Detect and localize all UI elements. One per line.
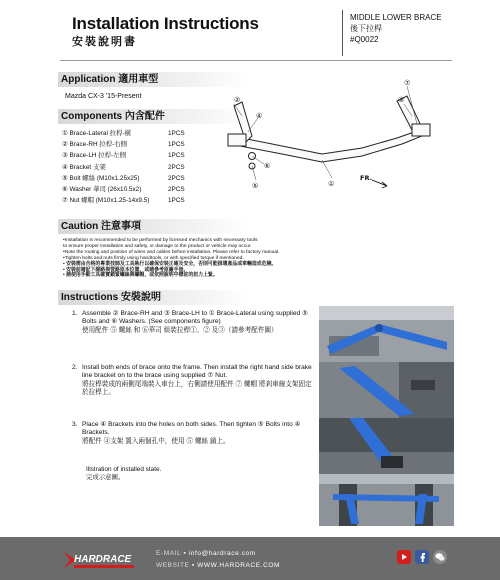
component-item: ⑦ Nut 螺帽 (M10x1.25-14x9.5) [62, 197, 150, 205]
callout-3: ③ [398, 96, 405, 104]
application-vehicle: Mazda CX-3 '15-Present [65, 93, 142, 100]
illustration-text-zh: 完成示意圖。 [86, 474, 125, 482]
component-item: ⑤ Bolt 螺絲 (M10x1.25x25) [62, 174, 140, 182]
illustration-caption [86, 466, 161, 483]
step-number: 3. [72, 421, 78, 428]
step-text: Assemble ② Brace-RH and ③ Brace-LH to ① Brace-Lateral using supplied ⑤ Bolts and ⑥ Washers. (See components figure) [82, 310, 308, 326]
email-separator-icon: ▪ [183, 550, 187, 557]
callout-2: ② [234, 96, 241, 104]
component-qty: 1PCS [168, 152, 185, 160]
callout-leader [322, 160, 332, 178]
callout-1: ① [328, 180, 335, 188]
instruction-step-2 [72, 364, 312, 398]
product-code: #Q0022 [350, 35, 379, 44]
front-label: FR. [360, 174, 373, 182]
installed-state-photo [319, 474, 454, 526]
component-item: ③ Brace-LH 拉桿-左側 [62, 152, 126, 160]
step-text: Place ④ Brackets into the holes on both sides. Then tighten ⑤ Bolts into ④ Brackets. [82, 421, 301, 437]
step-number: 1. [72, 310, 78, 317]
step-1-photo [319, 306, 454, 362]
component-qty: 1PCS [168, 197, 185, 205]
caution-line: to ensure proper installation and safety, or damage to the product or vehicle may occur. [63, 243, 252, 249]
callout-7: ⑦ [404, 79, 411, 87]
caution-line-zh: • 安裝前請記下線路與管路原本位置，或請參考原廠手冊。 [63, 267, 189, 273]
components-qty-list [168, 128, 185, 206]
website-separator-icon: ▪ [191, 562, 195, 569]
email-label: E-MAIL [156, 550, 182, 557]
brace-lateral-drawing [240, 131, 422, 162]
illustration-text: Illstration of installed state. [86, 466, 162, 473]
youtube-icon[interactable] [397, 550, 411, 564]
bracket-drawing [412, 124, 430, 136]
step-2-photo [319, 362, 454, 418]
component-item: ② Brace-RH 拉桿-右側 [62, 141, 128, 149]
header-rule [60, 60, 452, 61]
instructions-heading: Instructions 安裝說明 [58, 290, 248, 305]
caution-line-zh: • 安裝需由合格的專業技師及工具執行以確保安裝正確及安全，否則可能損壞產品或車輛造成危險。 [63, 261, 277, 267]
component-qty: 2PCS [168, 174, 185, 182]
callout-5: ⑤ [252, 182, 259, 190]
footer-website [156, 562, 280, 569]
application-heading: Application 適用車型 [58, 72, 248, 87]
hardrace-logo [56, 548, 142, 572]
component-qty: 2PCS [168, 186, 185, 194]
step-text-zh: 使用配件 ⑤ 螺絲 和 ⑥華司 組裝拉桿①、② 及③（請參考配件圖） [82, 326, 278, 334]
step-text: Install both ends of brace onto the frame. Then install the right hand side brake line bracket on to the brace using supplied ⑦ Nut. [82, 364, 312, 380]
caution-line: •Note the routing and position of wires and cables before installation. Please refer to factory manual. [63, 249, 280, 255]
product-name: MIDDLE LOWER BRACE [350, 13, 442, 22]
component-item: ④ Bracket 支架 [62, 163, 106, 171]
components-heading: Components 內含配件 [58, 109, 248, 124]
bracket-drawing [228, 134, 246, 146]
step-text-zh: 將拉桿裝成的兩側尾端裝入車台上，右側請使用配件 ⑦ 螺帽 將剎車線支架固定於拉桿上。 [82, 380, 312, 397]
email-link[interactable]: info@hardrace.com [188, 550, 256, 557]
step-number: 2. [72, 364, 78, 371]
footer-email [156, 550, 256, 557]
website-link[interactable]: WWW.HARDRACE.COM [197, 562, 281, 569]
callout-leader [252, 156, 264, 164]
wechat-icon[interactable] [433, 550, 447, 564]
product-name-zh: 後下拉桿 [350, 24, 382, 33]
callout-leader [248, 118, 258, 132]
instruction-step-3 [72, 421, 312, 446]
component-item: ⑥ Washer 華司 (26x10.5x2) [62, 186, 142, 194]
callout-6: ⑥ [264, 162, 271, 170]
caution-list [63, 238, 453, 279]
component-qty: 2PCS [168, 163, 185, 171]
document-header [0, 0, 500, 62]
caution-line: •Installation is recommended to be performed by licensed mechanics with necessary tools [63, 238, 258, 243]
component-item: ① Brace-Lateral 拉桿-橫 [62, 130, 131, 137]
document-title-zh: 安裝說明書 [72, 36, 137, 48]
instruction-step-1 [72, 310, 312, 335]
component-qty: 1PCS [168, 141, 185, 149]
front-arrow-icon [372, 180, 387, 188]
caution-line: •Tighten bolts and nuts firmly using handtools, or with specified torque if mentioned. [63, 255, 244, 261]
step-3-photo [319, 418, 454, 474]
product-info [350, 12, 442, 45]
caution-line-zh: • 請使用手動工具確實鎖緊螺絲與螺帽，或依照說明中標註的扭力上緊。 [63, 273, 218, 279]
components-diagram [212, 76, 458, 198]
component-qty: 1PCS [168, 130, 185, 137]
caution-heading: Caution 注意事項 [58, 219, 248, 234]
website-label: WEBSITE [156, 562, 190, 569]
header-divider [342, 10, 343, 56]
callout-4: ④ [256, 112, 263, 120]
facebook-icon[interactable] [415, 550, 429, 564]
step-text-zh: 將配件 ④支架 置入兩個孔中，使用 ⑤ 螺絲 鎖上。 [82, 437, 230, 445]
svg-text:HARDRACE: HARDRACE [74, 554, 132, 565]
document-title: Installation Instructions [72, 14, 259, 33]
